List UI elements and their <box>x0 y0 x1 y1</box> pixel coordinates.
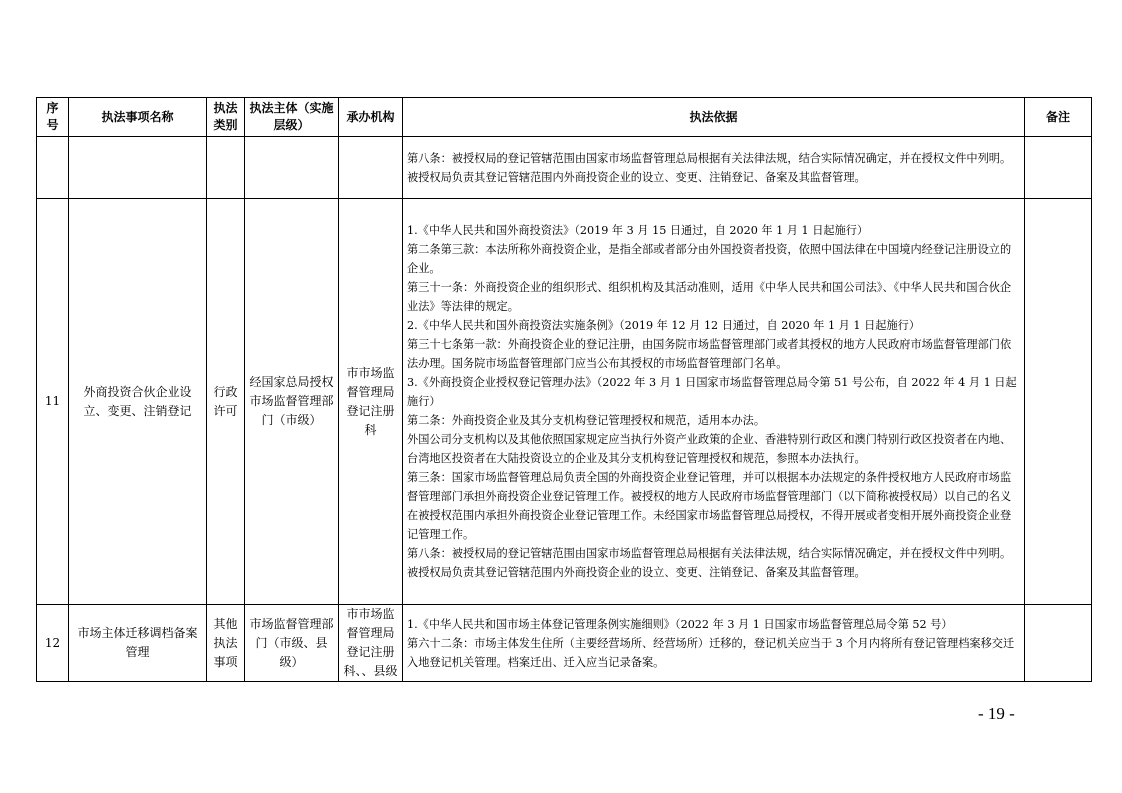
category-cell: 行政许可 <box>207 199 245 605</box>
header-agency: 承办机构 <box>339 98 403 137</box>
basis-paragraph: 被授权局负责其登记管辖范围内外商投资企业的设立、变更、注销登记、备案及其监督管理。 <box>407 170 866 184</box>
basis-cell <box>403 605 1025 682</box>
basis-paragraph: 3.《外商投资企业授权登记管理办法》（2022 年 3 月 1 日国家市场监督管理总局令第 51 号公布，自 2022 年 4 月 1 日起施行） <box>407 376 1017 408</box>
table-row <box>37 605 1092 682</box>
table-row-continuation <box>37 137 1092 199</box>
header-remark: 备注 <box>1025 98 1092 137</box>
table-row <box>37 199 1092 605</box>
basis-cell <box>403 199 1025 605</box>
basis-paragraph: 1.《中华人民共和国外商投资法》（2019 年 3 月 15 日通过，自 2020 年 1 月 1 日起施行） <box>407 224 869 237</box>
basis-paragraph: 第三条：国家市场监督管理总局负责全国的外商投资企业登记管理，并可以根据本办法规定的条件授权地方人民政府市场监督管理部门承担外商投资企业登记管理工作。被授权的地方人民政府市场监督管理部门（以下简称被授权局）以自己的名义在被授权范围内承担外商投资企业登记管理工作。未经国家市场监督管理总局授权，不得开展或者变相开展外商投资企业登记管理工作。 <box>407 471 1012 541</box>
basis-paragraph: 第二条：外商投资企业及其分支机构登记管理授权和规范，适用本办法。 <box>407 414 766 427</box>
basis-paragraph: 第八条：被授权局的登记管辖范围由国家市场监督管理总局根据有关法律法规，结合实际情况确定，并在授权文件中列明。 <box>407 547 1012 560</box>
basis-paragraph: 第八条：被授权局的登记管辖范围由国家市场监督管理总局根据有关法律法规，结合实际情况确定，并在授权文件中列明。 <box>407 151 1012 165</box>
basis-paragraph: 第六十二条：市场主体发生住所（主要经营场所、经营场所）迁移的，登记机关应当于 3 个月内将所有登记管理档案移交迁入地登记机关管理。档案迁出、迁入应当记录备案。 <box>407 636 1015 669</box>
subject-cell: 经国家总局授权市场监督管理部门（市级） <box>245 199 339 605</box>
agency-cell: 市市场监督管理局登记注册科、、县级 <box>339 605 403 682</box>
remark-cell <box>1025 199 1092 605</box>
basis-cell <box>403 137 1025 199</box>
seq-cell: 11 <box>37 199 69 605</box>
basis-paragraph: 第三十一条：外商投资企业的组织形式、组织机构及其活动准则，适用《中华人民共和国公司法》、《中华人民共和国合伙企业法》等法律的规定。 <box>407 281 1012 313</box>
header-category: 执法类别 <box>207 98 245 137</box>
basis-paragraph: 外国公司分支机构以及其他依照国家规定应当执行外资产业政策的企业、香港特别行政区和澳门特别行政区投资者在内地、台湾地区投资者在大陆投资设立的企业及其分支机构登记管理授权和规范，参照本办法执行。 <box>407 433 1012 465</box>
subject-cell: 市场监督管理部门（市级、县级） <box>245 605 339 682</box>
header-name: 执法事项名称 <box>69 98 207 137</box>
remark-cell <box>1025 605 1092 682</box>
header-basis: 执法依据 <box>403 98 1025 137</box>
basis-paragraph: 1.《中华人民共和国市场主体登记管理条例实施细则》（2022 年 3 月 1 日国家市场监督管理总局令第 52 号） <box>407 617 953 631</box>
item-name-cell: 外商投资合伙企业设立、变更、注销登记 <box>69 199 207 605</box>
basis-paragraph: 2.《中华人民共和国外商投资法实施条例》（2019 年 12 月 12 日通过，自 2020 年 1 月 1 日起施行） <box>407 319 921 332</box>
table-header-row <box>37 98 1092 137</box>
page-number: - 19 - <box>978 704 1015 723</box>
basis-paragraph: 第三十七条第一款：外商投资企业的登记注册，由国务院市场监督管理部门或者其授权的地方人民政府市场监督管理部门依法办理。国务院市场监督管理部门应当公布其授权的市场监督管理部门名单。 <box>407 338 1012 370</box>
seq-cell: 12 <box>37 605 69 682</box>
agency-cell: 市市场监督管理局登记注册科 <box>339 199 403 605</box>
header-subject: 执法主体（实施层级） <box>245 98 339 137</box>
law-enforcement-table <box>36 97 1092 682</box>
header-seq: 序号 <box>37 98 69 137</box>
basis-paragraph: 第二条第三款：本法所称外商投资企业，是指全部或者部分由外国投资者投资，依照中国法律在中国境内经登记注册设立的企业。 <box>407 243 1012 275</box>
category-cell: 其他执法事项 <box>207 605 245 682</box>
basis-paragraph: 被授权局负责其登记管辖范围内外商投资企业的设立、变更、注销登记、备案及其监督管理。 <box>407 566 866 579</box>
item-name-cell: 市场主体迁移调档备案管理 <box>69 605 207 682</box>
